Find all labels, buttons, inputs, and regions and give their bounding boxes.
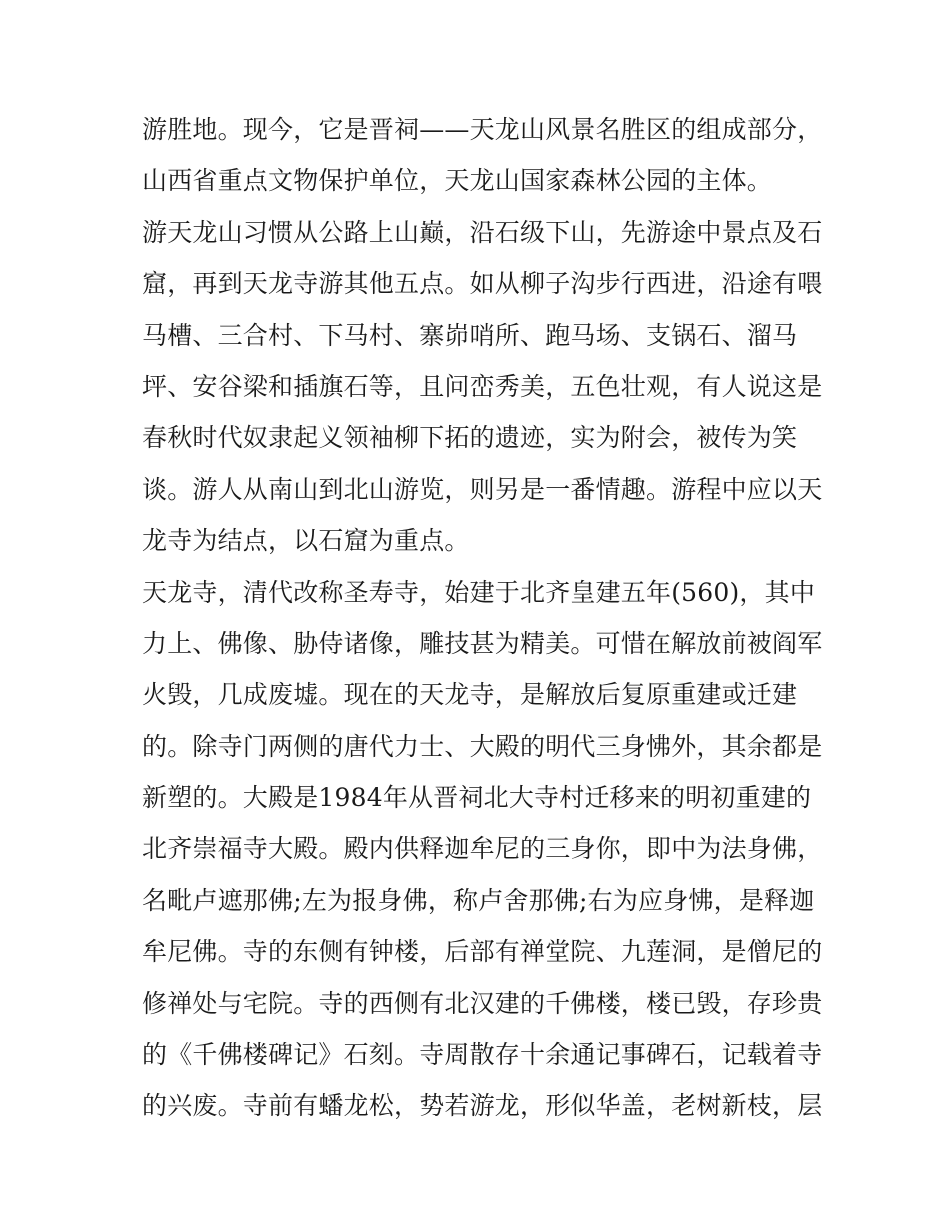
paragraph-3 — [142, 567, 822, 1132]
text-line: 的兴废。寺前有蟠龙松，势若游龙，形似华盖，老树新枝，层 — [142, 1091, 823, 1121]
body-text — [142, 104, 822, 1132]
text-line: 新塑的。大殿是1984年从晋祠北大寺村迁移来的明初重建的 — [142, 783, 812, 813]
text-line: 名毗卢遮那佛;左为报身佛，称卢舍那佛;右为应身怫，是释迦 — [142, 885, 815, 915]
text-line: 力上、佛像、胁侍诸像，雕技甚为精美。可惜在解放前被阎军 — [142, 628, 823, 658]
text-line: 牟尼佛。寺的东侧有钟楼，后部有禅堂院、九莲洞，是僧尼的 — [142, 937, 823, 967]
text-line: 游胜地。现今，它是晋祠——天龙山风景名胜区的组成部分， — [142, 115, 823, 144]
text-line: 游天龙山习惯从公路上山巅，沿石级下山，先游途中景点及石 — [142, 217, 823, 247]
paragraph-1 — [142, 104, 822, 207]
text-line: 修禅处与宅院。寺的西侧有北汉建的千佛楼，楼已毁，存珍贵 — [142, 988, 823, 1018]
text-line: 北齐崇福寺大殿。殿内供释迦牟尼的三身你，即中为法身佛， — [142, 834, 823, 864]
text-line: 山西省重点文物保护单位，天龙山国家森林公园的主体。 — [142, 166, 773, 196]
text-line: 坪、安谷梁和插旗石等，且问峦秀美，五色壮观，有人说这是 — [142, 371, 823, 401]
text-line: 窟，再到天龙寺游其他五点。如从柳子沟步行西进，沿途有喂 — [142, 269, 823, 299]
text-line: 的。除寺门两侧的唐代力士、大殿的明代三身怫外，其余都是 — [142, 731, 823, 761]
text-line: 谈。游人从南山到北山游览，则另是一番情趣。游程中应以天 — [142, 474, 823, 504]
text-line: 的《千佛楼碑记》石刻。寺周散存十余通记事碑石，记载着寺 — [142, 1040, 823, 1070]
paragraph-2 — [142, 207, 822, 567]
text-line: 天龙寺，清代改称圣寿寺，始建于北齐皇建五年(560)，其中 — [142, 577, 816, 607]
text-line: 春秋时代奴隶起义领袖柳下拓的遗迹，实为附会，被传为笑 — [142, 423, 798, 453]
text-line: 火毁，几成废墟。现在的天龙寺，是解放后复原重建或迁建 — [142, 680, 798, 710]
text-line: 马槽、三合村、下马村、寨峁哨所、跑马场、支锅石、溜马 — [142, 320, 798, 350]
text-line: 龙寺为结点，以石窟为重点。 — [142, 526, 470, 556]
